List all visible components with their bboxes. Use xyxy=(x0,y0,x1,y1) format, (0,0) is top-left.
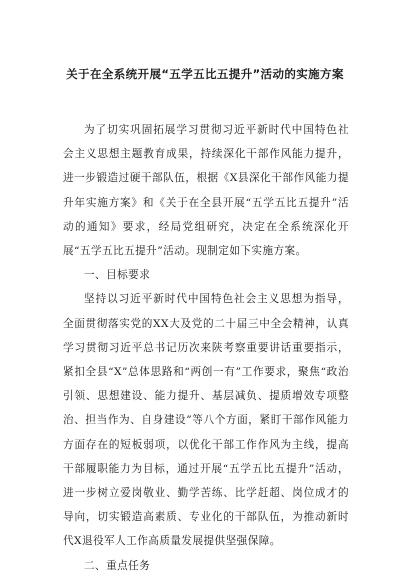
document-body xyxy=(63,118,349,578)
document-title: 关于在全系统开展“五学五比五提升”活动的实施方案 xyxy=(66,67,344,81)
section-heading-goals: 一、目标要求 xyxy=(84,269,151,282)
goals-paragraph: 坚持以习近平新时代中国特色社会主义思想为指导，全面贯彻落实党的XX大及党的二十届三中全会精神，认真学习贯彻习近平总书记历次来陕考察重要讲话重要指示，紧扣全县“X”总体思路和“两创一有”工作要求，聚焦“政治引领、思想建设、能力提升、基层减负、提质增效专项整治、担当作为、自身建设”等八个方面，紧盯干部作风能力方面存在的短板弱项，以优化干部工作作风为主线，提高干部履职能力为目标，通过开展“五学五比五提升”活动，进一步树立爱岗敬业、勤学苦练、比学赶超、岗位成才的导向，切实锻造高素质、专业化的干部队伍，为推动新时代X退役军人工作高质量发展提供坚强保障。 xyxy=(63,293,349,548)
section-heading-tasks: 二、重点任务 xyxy=(84,559,151,572)
intro-paragraph: 为了切实巩固拓展学习贯彻习近平新时代中国特色社会主义思想主题教育成果，持续深化干部作风能力提升，进一步锻造过硬干部队伍，根据《X县深化干部作风能力提升年实施方案》和《关于在全县开展“五学五比五提升”活动的通知》要求，经局党组研究，决定在全系统深化开展“五学五比五提升”活动。现制定如下实施方案。 xyxy=(63,124,349,258)
